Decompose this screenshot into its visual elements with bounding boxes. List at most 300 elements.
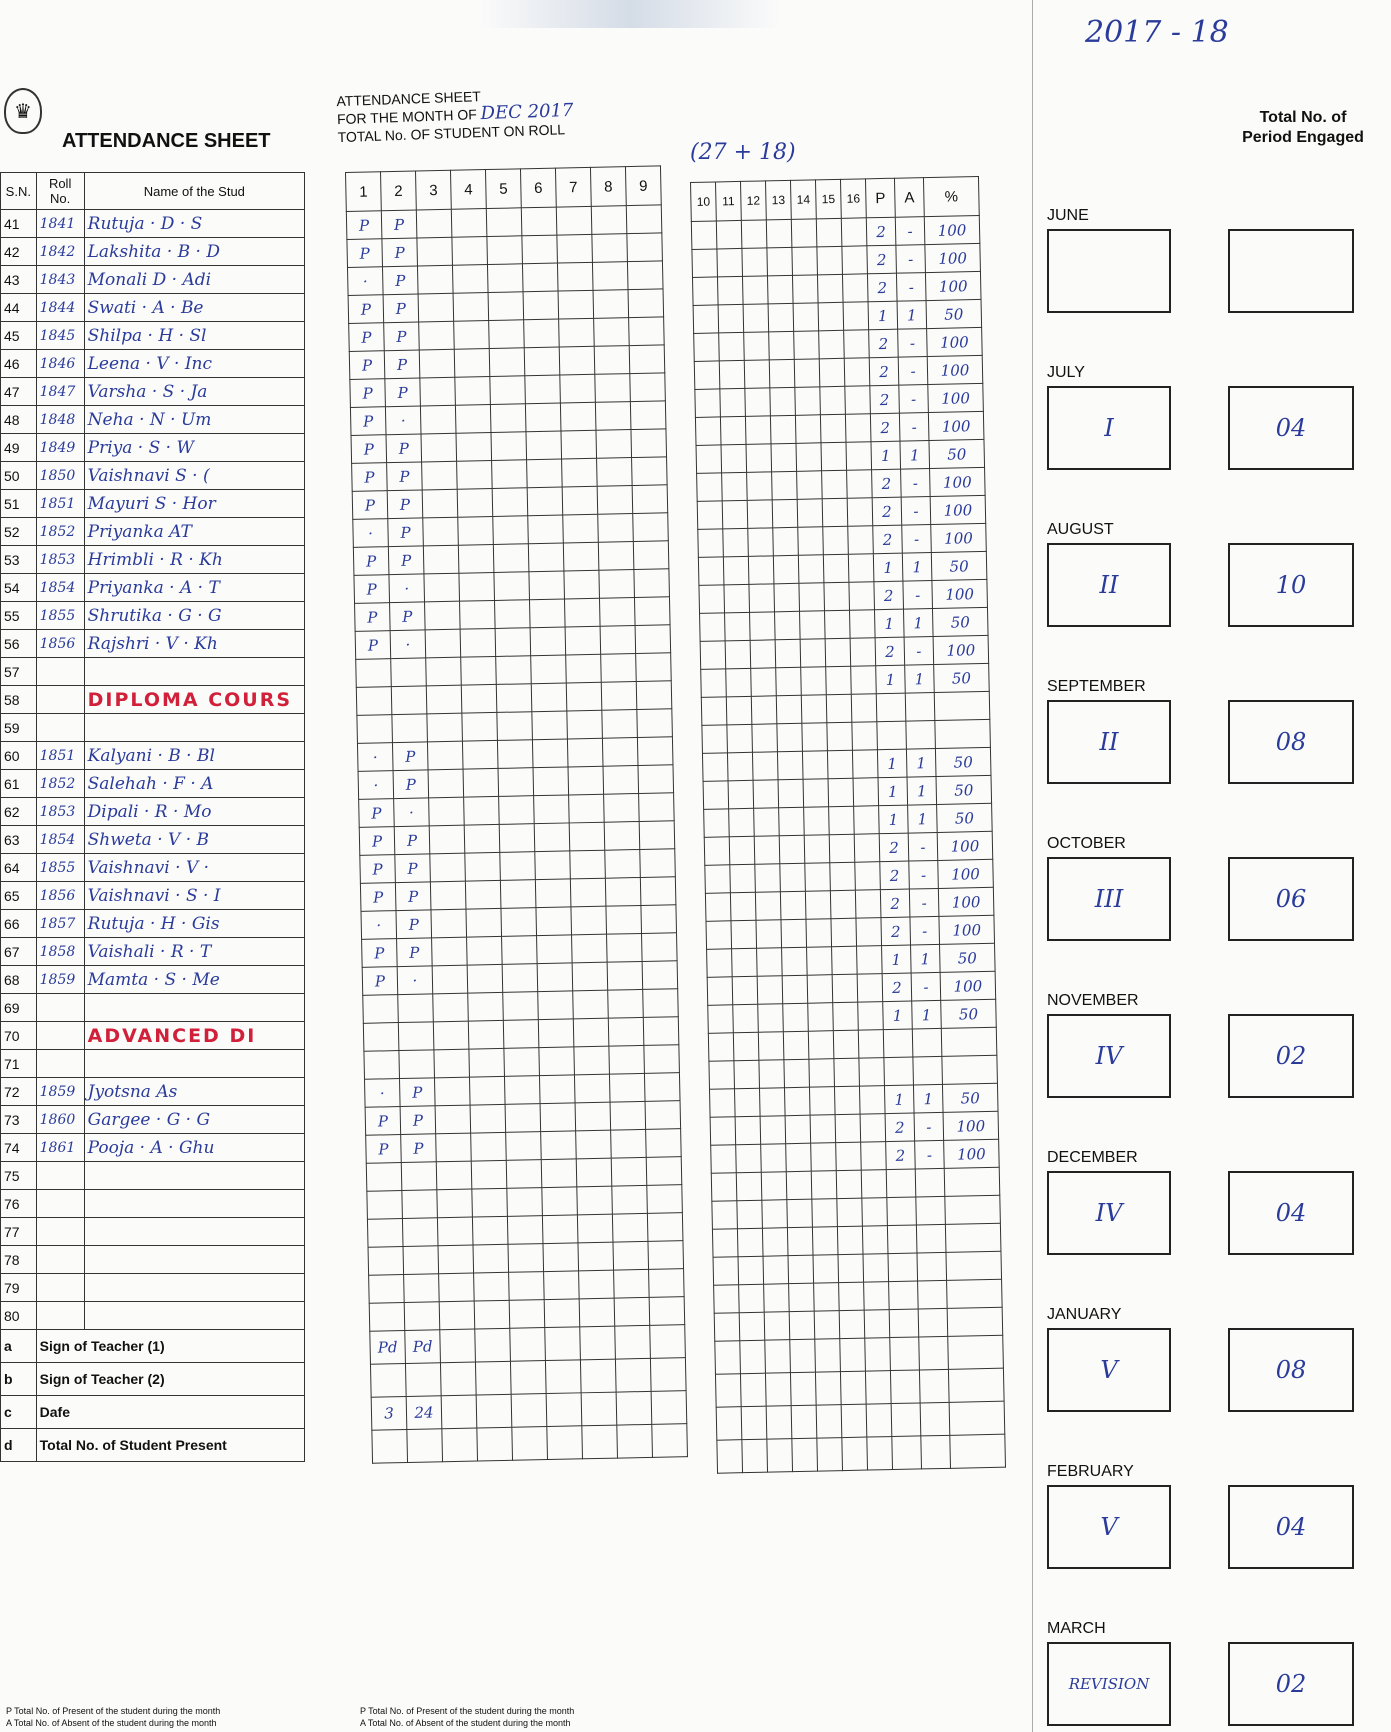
attendance-cell: P [400,1106,436,1135]
attendance-cell [725,612,751,641]
attendance-cell [769,331,795,360]
attendance-cell [697,501,723,530]
student-name: Priyanka AT [84,518,304,546]
footer-cell [891,1403,921,1437]
attendance-cell [642,961,678,990]
attendance-cell [628,289,664,318]
attendance-cell [602,710,638,739]
attendance-cell: · [385,406,421,435]
percentage: 50 [942,1083,998,1112]
attendance-cell [423,545,459,574]
attendance-cell [468,992,504,1021]
attendance-cell [571,906,607,935]
attendance-cell [742,276,768,305]
column-header: 11 [716,181,742,221]
attendance-cell [601,682,637,711]
month-label: FOR THE MONTH OF [336,106,478,128]
present-count: 1 [878,777,908,806]
attendance-cell [798,527,824,556]
attendance-cell [607,961,643,990]
attendance-cell [634,569,670,598]
attendance-cell [730,864,756,893]
attendance-cell [356,659,392,688]
absent-count [915,1168,945,1197]
serial-number: 70 [1,1022,37,1050]
attendance-cell [453,293,489,322]
serial-number: 68 [1,966,37,994]
attendance-cell [726,696,752,725]
serial-number: 75 [1,1162,37,1190]
percentage [947,1279,1003,1308]
periods-box: 02 [1228,1014,1354,1098]
attendance-cell [463,768,499,797]
attendance-cell [824,582,850,611]
attendance-cell [437,1217,473,1246]
attendance-cell [627,261,663,290]
percentage: 100 [927,327,983,356]
attendance-cell [531,655,567,684]
roll-number [36,1302,84,1330]
attendance-cell [822,470,848,499]
attendance-cell [819,330,845,359]
attendance-cell [522,235,558,264]
footer-cell [546,1393,582,1427]
present-count: 2 [875,637,905,666]
footer-label: Sign of Teacher (1) [36,1330,304,1363]
attendance-cell [419,349,455,378]
attendance-cell [786,1143,812,1172]
attendance-cell [854,806,880,835]
attendance-cell [782,975,808,1004]
attendance-cell: P [366,1135,402,1164]
footer-cell [580,1326,616,1360]
footer-cell [840,1371,866,1405]
present-count: 2 [880,889,910,918]
student-name [84,1274,304,1302]
attendance-cell [697,473,723,502]
footer-cell [948,1368,1004,1402]
attendance-cell [567,710,603,739]
student-row [1,602,305,630]
percentage: 100 [943,1111,999,1140]
attendance-cell [734,1088,760,1117]
attendance-cell [762,1228,788,1257]
attendance-cell [402,1190,438,1219]
attendance-cell [826,666,852,695]
attendance-cell [821,442,847,471]
attendance-cell [705,865,731,894]
student-name: Rutuja · D · S [84,210,304,238]
attendance-cell [420,377,456,406]
attendance-cell [819,358,845,387]
attendance-cell [544,1271,580,1300]
attendance-cell [492,488,528,517]
attendance-cell: P [386,434,422,463]
attendance-cell [789,1311,815,1340]
student-name: Jyotsna As [84,1078,304,1106]
present-count: 1 [883,1001,913,1030]
percentage: 50 [940,943,996,972]
attendance-cell [717,276,743,305]
attendance-cell [537,963,573,992]
attendance-cell [427,741,463,770]
attendance-cell [392,714,428,743]
attendance-cell [809,1087,835,1116]
attendance-cell [732,976,758,1005]
attendance-cell [823,554,849,583]
student-name: Vaishnavi S · ( [84,462,304,490]
footer-cell [477,1427,513,1461]
attendance-cell [804,807,830,836]
attendance-cell [793,303,819,332]
attendance-cell: · [347,267,383,296]
attendance-cell [803,779,829,808]
attendance-cell [597,486,633,515]
attendance-cell [398,994,434,1023]
attendance-cell: · [353,519,389,548]
attendance-cell [811,1143,837,1172]
periods-box [1228,229,1354,313]
attendance-cell [563,514,599,543]
attendance-cell [712,1201,738,1230]
attendance-cell [603,765,639,794]
attendance-cell [416,209,452,238]
attendance-cell [792,275,818,304]
attendance-cell [754,836,780,865]
percentage: 100 [925,243,981,272]
attendance-cell [745,416,771,445]
serial-number: 64 [1,854,37,882]
attendance-cell [508,1244,544,1273]
roll-number: 1848 [36,406,84,434]
attendance-cell [579,1298,615,1327]
attendance-cell: P [360,855,396,884]
student-row [1,1190,305,1218]
legend-absent: A Total No. of Absent of the student during the month [6,1718,217,1728]
absent-count: - [898,329,928,358]
attendance-cell: · [389,574,425,603]
attendance-cell [818,302,844,331]
student-row [1,1302,305,1330]
attendance-cell [814,1283,840,1312]
attendance-cell [495,600,531,629]
serial-number: 67 [1,938,37,966]
attendance-cell [430,881,466,910]
student-name [84,1162,304,1190]
serial-number: 46 [1,350,37,378]
attendance-cell [417,237,453,266]
attendance-cell [857,946,883,975]
student-row [1,434,305,462]
footer-cell [815,1339,841,1373]
attendance-cell [831,918,857,947]
attendance-cell [419,321,455,350]
present-count [877,721,907,750]
serial-number: 77 [1,1218,37,1246]
attendance-cell [455,377,491,406]
attendance-cell: P [399,1078,435,1107]
student-name: Leena · V · Inc [84,350,304,378]
attendance-cell [699,585,725,614]
attendance-cell [751,696,777,725]
attendance-cell [780,891,806,920]
attendance-cell [598,542,634,571]
attendance-cell [630,373,666,402]
attendance-cell [837,1198,863,1227]
attendance-cell [367,1219,403,1248]
periods-box: 02 [1228,1642,1354,1726]
attendance-cell: P [392,742,428,771]
roll-number [36,658,84,686]
footer-cell [715,1341,741,1375]
footer-cell [475,1361,511,1395]
column-header: 10 [691,182,717,222]
student-name: Dipali · R · Mo [84,798,304,826]
attendance-cell [752,724,778,753]
attendance-cell [720,388,746,417]
month-label: NOVEMBER [1047,992,1139,1009]
attendance-cell [780,863,806,892]
footer-cell [740,1340,766,1374]
present-count: 1 [876,665,906,694]
serial-number: 61 [1,770,37,798]
attendance-cell [801,695,827,724]
attendance-cell [646,1129,682,1158]
attendance-cell [534,795,570,824]
serial-number: 74 [1,1134,37,1162]
attendance-cell [756,920,782,949]
attendance-cell [573,990,609,1019]
attendance-cell [570,850,606,879]
attendance-cell [525,375,561,404]
attendance-cell [609,1045,645,1074]
attendance-cell [839,1282,865,1311]
roll-number: 1849 [36,434,84,462]
student-name: Hrimbli · R · Kh [84,546,304,574]
attendance-cell [529,599,565,628]
roll-number [36,1050,84,1078]
attendance-cell [779,835,805,864]
attendance-cell [599,570,635,599]
attendance-cell [539,1047,575,1076]
attendance-cell [825,638,851,667]
footer-cell [580,1359,616,1393]
attendance-cell [844,358,870,387]
attendance-cell [704,837,730,866]
attendance-cell [810,1115,836,1144]
footer-cell [842,1437,868,1471]
attendance-cell [499,824,535,853]
month-label: SEPTEMBER [1047,678,1146,695]
student-name [84,714,304,742]
attendance-cell [826,694,852,723]
attendance-cell [769,359,795,388]
attendance-cell [788,1255,814,1284]
attendance-cell [745,388,771,417]
attendance-cell [596,430,632,459]
attendance-cell [436,1161,472,1190]
footer-cell [816,1405,842,1439]
attendance-cell [692,277,718,306]
absent-count: - [896,245,926,274]
attendance-cell [528,515,564,544]
attendance-cell [719,332,745,361]
student-row [1,490,305,518]
present-count: 2 [880,861,910,890]
attendance-cell [641,905,677,934]
footer-cell [792,1438,818,1472]
footer-cell [921,1435,951,1469]
student-name: Salehah · F · A [84,770,304,798]
absent-count: - [909,860,939,889]
attendance-cell [850,638,876,667]
attendance-cell [822,498,848,527]
attendance-cell [430,853,466,882]
roll-number: 1856 [36,882,84,910]
attendance-cell [460,600,496,629]
unit-box: IV [1047,1014,1171,1098]
serial-number: 63 [1,826,37,854]
absent-count: 1 [913,1084,943,1113]
present-count: 1 [877,749,907,778]
attendance-cell: P [359,799,395,828]
student-row [1,518,305,546]
attendance-cell [726,668,752,697]
attendance-cell [401,1162,437,1191]
serial-number: 43 [1,266,37,294]
roll-number [36,1162,84,1190]
mid-title: ATTENDANCE SHEET [336,88,482,110]
attendance-cell [468,1020,504,1049]
left-sheet-title: ATTENDANCE SHEET [62,130,271,152]
footer-cell [440,1329,476,1363]
absent-count: - [901,469,931,498]
attendance-cell [488,292,524,321]
present-count: 1 [879,805,909,834]
absent-count: 1 [902,553,932,582]
roll-number [36,714,84,742]
student-name [84,1246,304,1274]
present-count [888,1253,918,1282]
attendance-cell [422,461,458,490]
present-count: 2 [881,917,911,946]
attendance-cell: P [387,462,423,491]
footer-cell [920,1402,950,1436]
daily-grid-10-16-totals [690,176,1006,1474]
attendance-cell [856,918,882,947]
attendance-cell [728,780,754,809]
attendance-cell [434,1049,470,1078]
attendance-cell [561,430,597,459]
day-column-header: 8 [590,167,626,207]
attendance-cell [691,221,717,250]
attendance-cell: P [352,463,388,492]
footer-cell [767,1439,793,1473]
attendance-cell [719,360,745,389]
footer-key: b [1,1363,37,1396]
attendance-cell [735,1116,761,1145]
footer-cell: Pd [370,1331,406,1365]
attendance-cell [644,1045,680,1074]
attendance-cell [800,611,826,640]
serial-number: 71 [1,1050,37,1078]
attendance-cell: P [349,351,385,380]
periods-box: 04 [1228,386,1354,470]
roll-number: 1841 [36,210,84,238]
student-name: Mayuri S · Hor [84,490,304,518]
attendance-cell [816,218,842,247]
attendance-cell [722,472,748,501]
roll-number: 1852 [36,518,84,546]
attendance-cell [733,1004,759,1033]
attendance-cell [797,471,823,500]
absent-count [916,1224,946,1253]
attendance-cell [709,1061,735,1090]
absent-count [913,1056,943,1085]
attendance-cell [417,265,453,294]
attendance-cell [750,640,776,669]
student-name [84,1050,304,1078]
attendance-cell [495,628,531,657]
footer-cell [890,1337,920,1371]
serial-number: 66 [1,910,37,938]
attendance-cell [454,349,490,378]
percentage: 100 [937,831,993,860]
footer-cell [545,1327,581,1361]
attendance-cell [638,765,674,794]
attendance-cell [836,1170,862,1199]
attendance-cell [755,864,781,893]
attendance-cell [760,1116,786,1145]
attendance-cell [611,1157,647,1186]
student-name: Kalyani · B · Bl [84,742,304,770]
attendance-cell [612,1213,648,1242]
footer-cell [892,1436,922,1470]
attendance-cell [556,206,592,235]
attendance-cell [811,1171,837,1200]
absent-count: - [899,413,929,442]
roll-total-label: TOTAL No. OF STUDENT ON ROLL [337,121,566,146]
attendance-cell [702,753,728,782]
roll-number: 1855 [36,854,84,882]
attendance-cell: P [396,910,432,939]
attendance-cell [795,415,821,444]
serial-number: 76 [1,1190,37,1218]
attendance-cell: P [346,211,382,240]
attendance-cell [369,1275,405,1304]
attendance-cell [723,556,749,585]
attendance-cell [778,779,804,808]
attendance-cell [861,1142,887,1171]
attendance-cell [829,806,855,835]
percentage [935,719,991,748]
attendance-cell [855,890,881,919]
attendance-cell [529,571,565,600]
roll-number: 1851 [36,742,84,770]
attendance-cell [524,347,560,376]
attendance-cell [846,442,872,471]
attendance-cell [489,320,525,349]
attendance-cell [579,1270,615,1299]
present-count: 1 [871,441,901,470]
attendance-cell [723,528,749,557]
attendance-cell: · [397,966,433,995]
footer-cell [372,1429,408,1463]
periods-box: 10 [1228,543,1354,627]
attendance-cell [770,387,796,416]
attendance-cell [601,654,637,683]
month-label: DECEMBER [1047,1149,1138,1166]
